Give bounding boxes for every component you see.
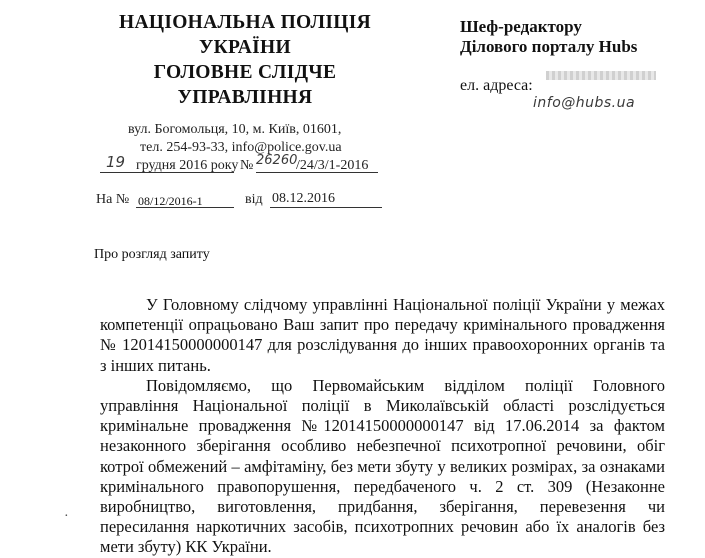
outgoing-number-prefix: № [240,158,254,173]
recipient-email-label: ел. адреса: [460,77,533,94]
outgoing-number-underline [256,172,378,173]
reference-number: 08/12/2016-1 [138,194,203,208]
outgoing-number-handwritten: 26260 [256,153,298,168]
org-line-3: ГОЛОВНЕ СЛІДЧЕ [153,62,337,83]
date-month-year: грудня 2016 року [136,158,239,173]
recipient-email-handwritten: info@hubs.ua [533,95,636,111]
redacted-email-area [546,71,656,80]
subject-line: Про розгляд запиту [94,247,210,262]
reference-from-label: від [245,192,263,207]
org-line-2: УКРАЇНИ [199,37,291,58]
org-address: вул. Богомольця, 10, м. Київ, 01601, [128,122,342,137]
org-line-1: НАЦІОНАЛЬНА ПОЛІЦІЯ [119,12,371,33]
organization-header [95,10,395,110]
org-contacts: тел. 254-93-33, info@police.gov.ua [140,140,342,155]
outgoing-number-suffix: /24/3/1-2016 [296,158,369,173]
recipient-line-2: Ділового порталу Hubs [460,37,638,56]
reference-date: 08.12.2016 [272,191,335,206]
reference-number-underline [136,207,234,208]
paragraph-1: У Головному слідчому управлінні Національної поліції України у межах компетенції опрацьовано Ваш запит про передачу кримінального провадження № 12014150000000147 для розслідування до інших правоохоронних органів та з інших питань. [100,295,665,375]
reference-date-underline [270,207,382,208]
paragraph-2: Повідомляємо, що Первомайським відділом поліції Головного управління Національної поліції в Миколаївській області розслідується кримінальне провадження №12014150000000147 від 17.06.2014 за фактом незаконного зберігання особливо небезпечної психотропної речовини, обіг котрої обмежений – амфітаміну, без мети збуту у великих розмірах, за ознаками кримінального правопорушення, передбаченого ч. 2 ст. 309 (Незаконне виробництво, виготовлення, придбання, зберігання, перевезення чи пересилання наркотичних засобів, психотропних речовин або їх аналогів без мети збуту) КК України. [100,375,665,557]
scan-mark: · [64,509,69,524]
letter-body [100,295,665,558]
date-day-handwritten: 19 [106,153,126,171]
reference-label: На № [96,192,130,207]
recipient-line-1: Шеф-редактору [460,17,582,36]
org-line-4: УПРАВЛІННЯ [177,87,313,108]
